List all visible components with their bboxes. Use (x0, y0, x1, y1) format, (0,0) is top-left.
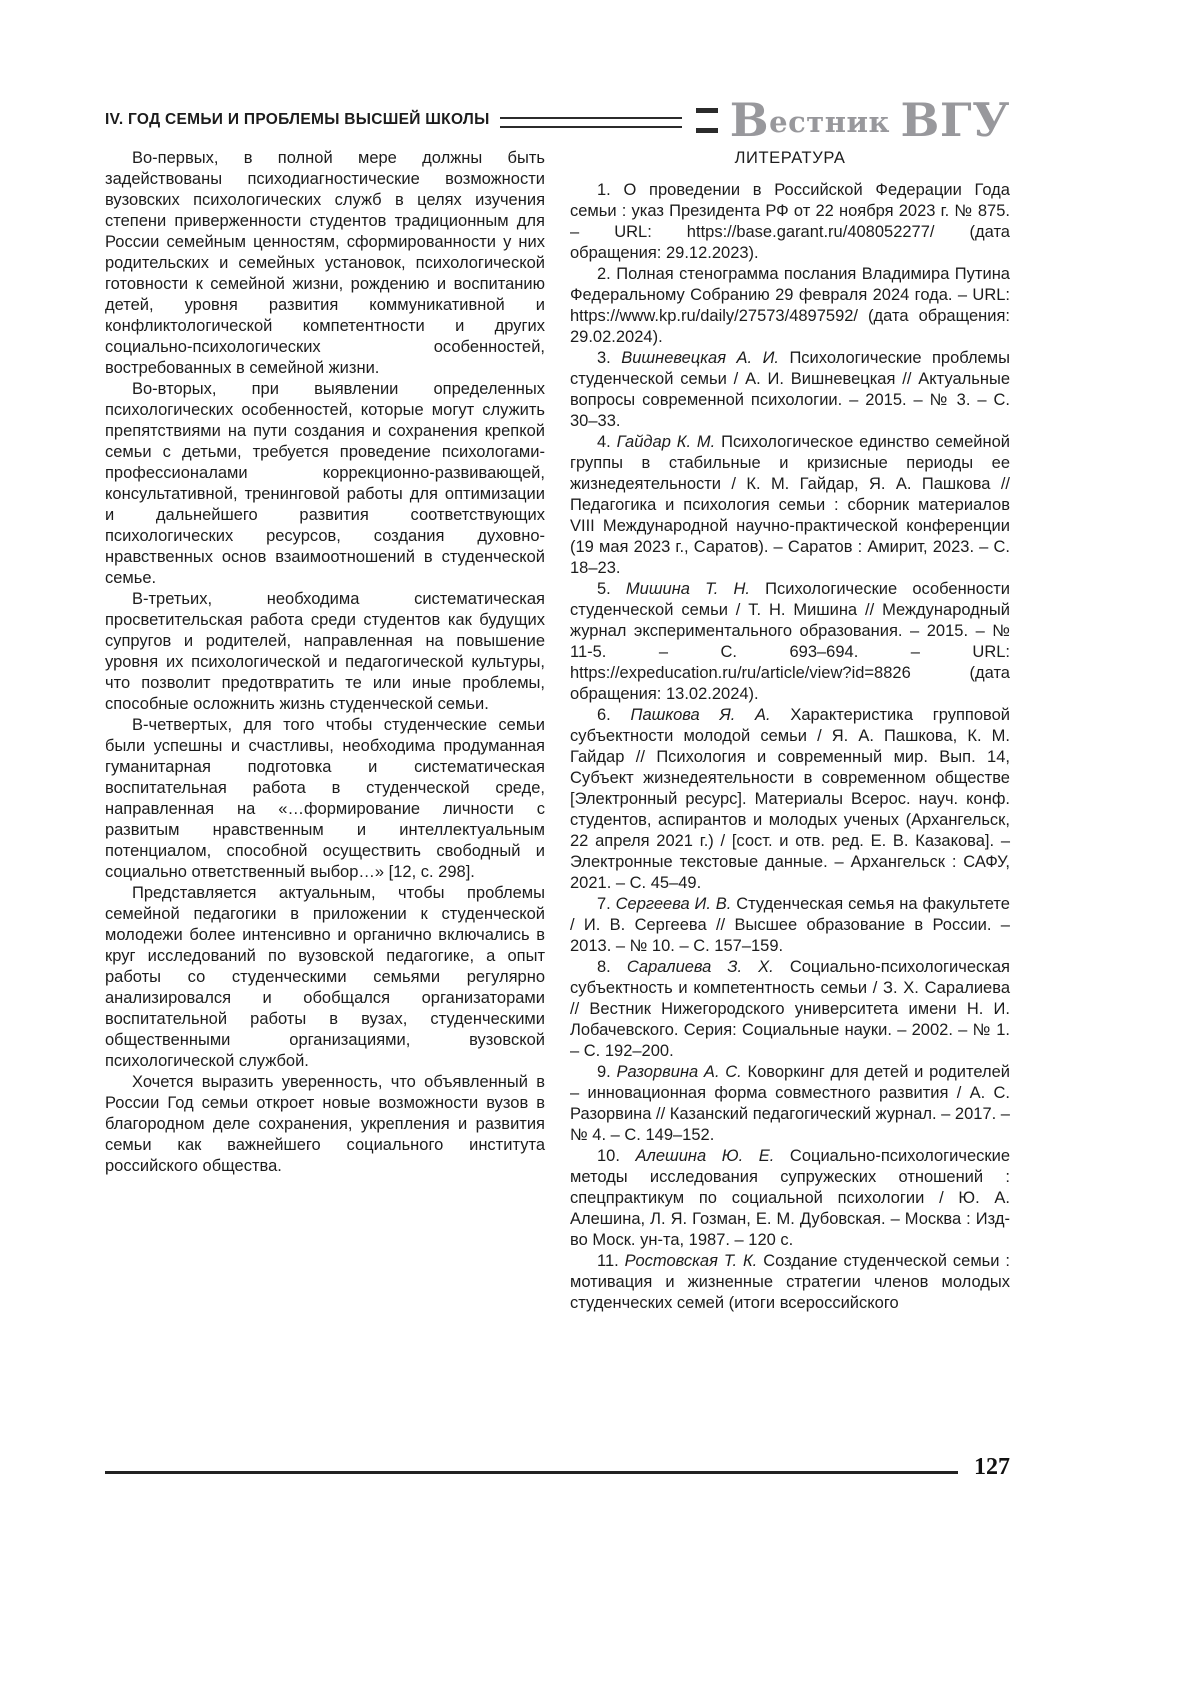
reference-number: 4. (597, 433, 617, 451)
reference-item (570, 432, 1010, 579)
reference-authors: Мишина Т. Н. (625, 580, 766, 598)
reference-authors: Пашкова Я. А. (630, 706, 791, 724)
reference-number: 2. (597, 265, 617, 283)
reference-text: Студенческая семья на факультете / И. В. Сергеева // Высшее образование в России. – 2013. – № 10. – С. 157–159. (570, 895, 1010, 955)
references-heading: ЛИТЕРАТУРА (734, 149, 846, 167)
reference-number: 7. (597, 895, 616, 913)
reference-authors: Алешина Ю. Е. (635, 1147, 790, 1165)
page-footer (105, 1455, 1010, 1479)
reference-number: 6. (597, 706, 631, 724)
page-number: 127 (974, 1454, 1010, 1480)
body-paragraph: В-третьих, необходима систематическая просветительская работа среди студентов как будущих супругов и родителей, направленная на повышение уровня их психологической и педагогической культуры, что позволит предотвратить те или иные проблемы, способные осложнить жизнь студенческой семьи. (105, 590, 545, 713)
reference-text: Создание студенческой семьи : мотивация и жизненные стратегии членов молодых студенческих семей (итоги всероссийского (570, 1252, 1010, 1312)
reference-authors: Разорвина А. С. (616, 1063, 748, 1081)
body-paragraph: Во-вторых, при выявлении определенных психологических особенностей, которые могут служить препятствиями на пути создания и сохранения крепкой семьи с детьми, требуется проведение психологами-профессионалами коррекционно-развивающей, консультативной, тренинговой работы для оптимизации и дальнейшего развития соответствующих психологических ресурсов, создания духовно-нравственных основ взаимоотношений в студенческой семье. (105, 380, 545, 587)
reference-item (570, 579, 1010, 705)
logo-second-word: ВГУ (900, 93, 1010, 147)
reference-text: Характеристика групповой субъектности молодой семьи / Я. А. Пашкова, К. М. Гайдар // Психология и современный мир. Вып. 14, Субъект жизнедеятельности в современном обществе [Электронный ресурс]. Материалы Всерос. науч. конф. студентов, аспирантов и молодых ученых (Архангельск, 22 апреля 2021 г.) / [сост. и отв. ред. Е. В. Казакова]. – Электронные текстовые данные. – Архангельск : САФУ, 2021. – С. 45–49. (570, 706, 1010, 892)
reference-item (570, 894, 1010, 957)
reference-number: 8. (597, 958, 627, 976)
reference-number: 9. (597, 1063, 617, 1081)
reference-text: Психологические особенности студенческой семьи / Т. Н. Мишина // Международный журнал экспериментального образования. – 2015. – № 11-5. – С. 693–694. – URL: https://expeducation.ru/ru/article/view?id=8826 (дата обращения: 13.02.2024). (570, 580, 1010, 703)
reference-text: Полная стенограмма послания Владимира Путина Федеральному Собранию 29 февраля 2024 года. – URL: https://www.kp.ru/daily/27573/4897592/ (дата обращения: 29.02.2024). (570, 265, 1010, 346)
reference-text: Психологические проблемы студенческой семьи / А. И. Вишневецкая // Актуальные вопросы современной психологии. – 2015. – № 3. – С. 30–33. (570, 349, 1010, 430)
logo-rest: естник (769, 105, 890, 139)
reference-item (570, 348, 1010, 432)
body-paragraph: Представляется актуальным, чтобы проблемы семейной педагогики в приложении к студенческой молодежи более интенсивно и органично включались в круг исследований по вузовской педагогике, а опыт работы со студенческими семьями регулярно анализировался и обобщался организаторами воспитательной работы в вузах, студенческими общественными организациями, вузовской психологической службой. (105, 884, 545, 1070)
body-paragraph: Хочется выразить уверенность, что объявленный в России Год семьи откроет новые возможности вузов в благородном деле сохранения, укрепления и развития семьи как важнейшего социального института российского общества. (105, 1073, 545, 1175)
reference-text: О проведении в Российской Федерации Года семьи : указ Президента РФ от 22 ноября 2023 г. № 875. – URL: https://base.garant.ru/408052277/ (дата обращения: 29.12.2023). (570, 181, 1010, 262)
reference-item (570, 180, 1010, 264)
reference-number: 11. (597, 1252, 625, 1270)
references-list (570, 180, 1010, 1314)
body-paragraph: В-четвертых, для того чтобы студенческие семьи были успешны и счастливы, необходима продуманная гуманитарная подготовка и систематическая воспитательная работа в студенческой среде, направленная на «…формирование личности с развитым нравственным и интеллектуальным потенциалом, способной осуществить свободный и социально ответственный выбор…» [12, с. 298]. (105, 716, 545, 881)
header-double-rule (500, 117, 682, 128)
reference-item (570, 1146, 1010, 1251)
left-column (105, 148, 545, 1314)
two-column-body (105, 148, 1010, 1314)
reference-text: Социально-психологические методы исследования супружеских отношений : спецпрактикум по социальной психологии / Ю. А. Алешина, Л. Я. Гозман, Е. М. Дубовская. – Москва : Изд-во Моск. ун-та, 1987. – 120 с. (570, 1147, 1010, 1249)
right-column (570, 148, 1010, 1314)
reference-item (570, 264, 1010, 348)
reference-text: Социально-психологическая субъектность и компетентность семьи / З. Х. Саралиева // Вестник Нижегородского университета имени Н. И. Лобачевского. Серия: Социальные науки. – 2002. – № 1. – С. 192–200. (570, 958, 1010, 1060)
journal-logo (729, 93, 1010, 147)
reference-authors: Сергеева И. В. (615, 895, 737, 913)
reference-number: 1. (597, 181, 624, 199)
reference-item (570, 1251, 1010, 1314)
page-header (105, 93, 1010, 147)
reference-number: 10. (597, 1147, 636, 1165)
reference-authors: Саралиева З. Х. (626, 958, 790, 976)
reference-text: Психологическое единство семейной группы в стабильные и кризисные периоды ее жизнедеятельности / К. М. Гайдар, Я. А. Пашкова // Педагогика и психология семьи : сборник материалов VIII Международной научно-практической конференции (19 мая 2023 г., Саратов). – Саратов : Амирит, 2023. – С. 18–23. (570, 433, 1010, 577)
reference-number: 5. (597, 580, 626, 598)
reference-item (570, 1062, 1010, 1146)
logo-initial: В (729, 93, 770, 147)
reference-authors: Вишневецкая А. И. (621, 349, 790, 367)
footer-rule (105, 1471, 958, 1474)
reference-item (570, 705, 1010, 894)
section-title: IV. ГОД СЕМЬИ И ПРОБЛЕМЫ ВЫСШЕЙ ШКОЛЫ (105, 111, 490, 128)
reference-authors: Гайдар К. М. (616, 433, 722, 451)
reference-item (570, 957, 1010, 1062)
logo-dashes-icon (696, 108, 718, 133)
reference-text: Коворкинг для детей и родителей – инновационная форма совместного развития / А. С. Разорвина // Казанский педагогический журнал. – 2017. – № 4. – С. 149–152. (570, 1063, 1010, 1144)
reference-authors: Ростовская Т. К. (624, 1252, 764, 1270)
body-paragraph: Во-первых, в полной мере должны быть задействованы психодиагностические возможности вузовских психологических служб в целях изучения степени приверженности студентов традиционным для России семейным ценностям, сформированности у них родительских и семейных установок, психологической готовности к семейной жизни, рождению и воспитанию детей, уровня развития коммуникативной и конфликтологической компетентности и других социально-психологических особенностей, востребованных в семейной жизни. (105, 149, 545, 377)
reference-number: 3. (597, 349, 622, 367)
